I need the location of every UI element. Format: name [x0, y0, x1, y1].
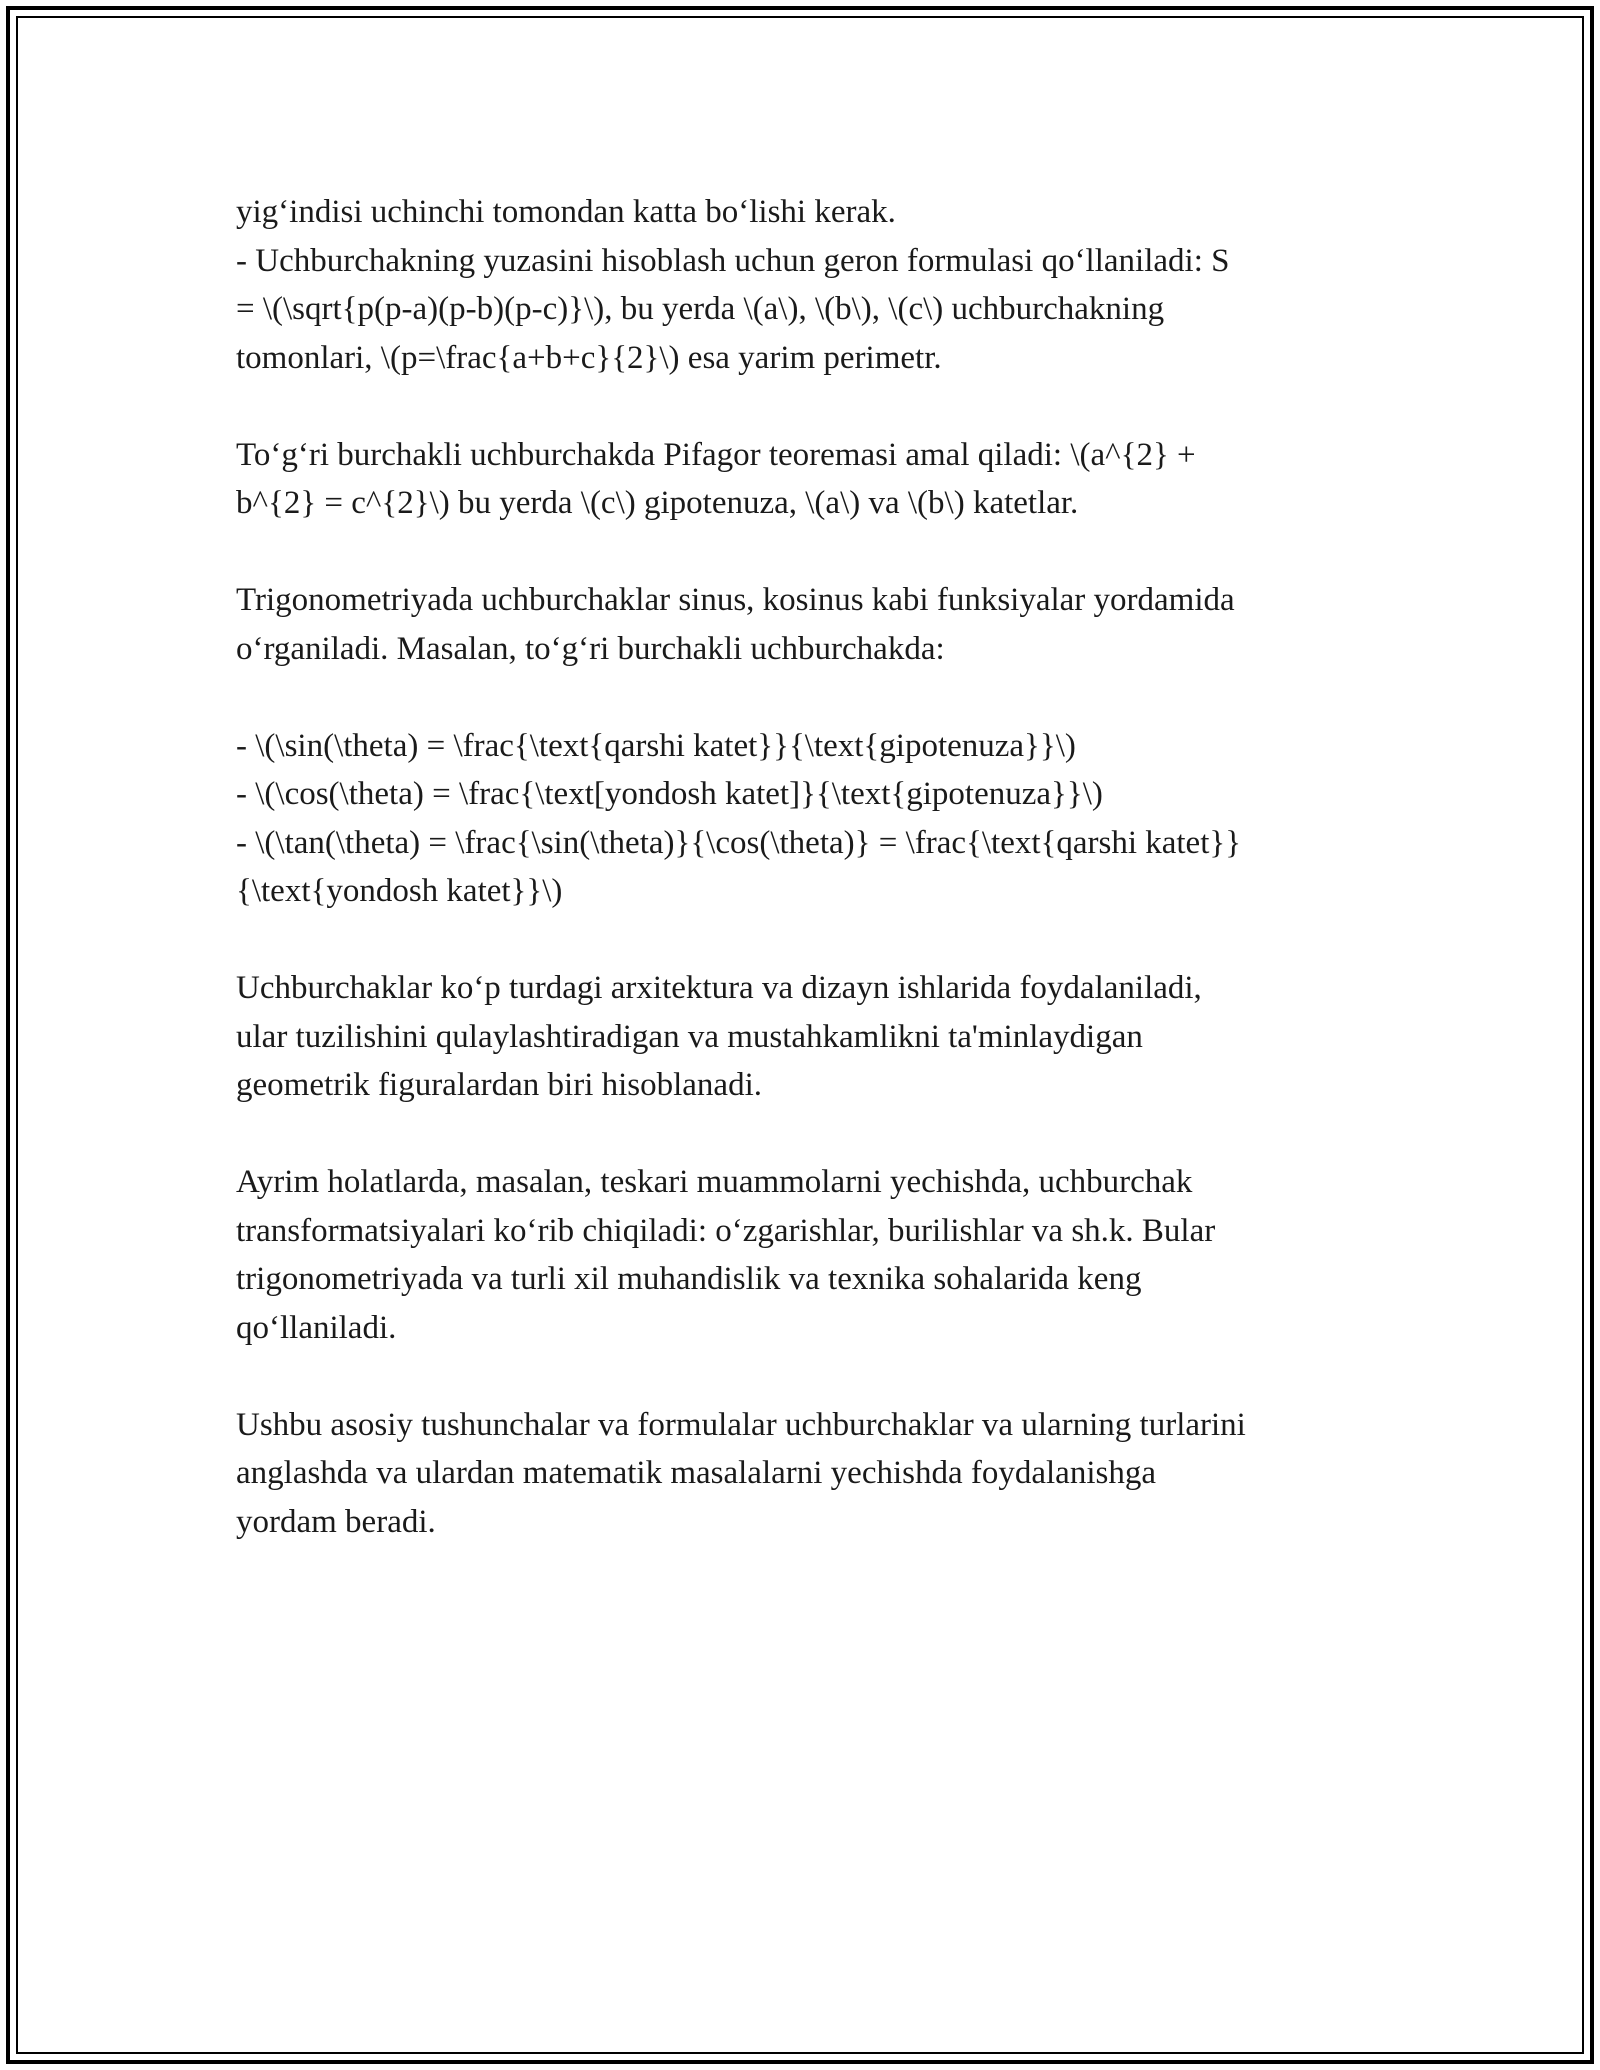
paragraph-triangle-inequality-heron: [236, 188, 1366, 382]
text-line: ular tuzilishini qulaylashtiradigan va mustahkamlikni ta'minlaydigan: [236, 1018, 1143, 1055]
text-line: = \(\sqrt{p(p-a)(p-b)(p-c)}\), bu yerda \(a\), \(b\), \(c\) uchburchakning: [236, 291, 1165, 327]
paragraph-pythagoras: [236, 431, 1366, 528]
text-line: b^{2} = c^{2}\) bu yerda \(c\) gipotenuza, \(a\) va \(b\) katetlar.: [236, 485, 1079, 521]
text-line: To‘g‘ri burchakli uchburchakda Pifagor teoremasi amal qiladi: \(a^{2} +: [236, 436, 1196, 473]
text-line: Ushbu asosiy tushunchalar va formulalar uchburchaklar va ularning turlarini: [236, 1406, 1246, 1443]
text-line: yig‘indisi uchinchi tomondan katta bo‘lishi kerak.: [236, 194, 896, 230]
text-line: - Uchburchakning yuzasini hisoblash uchun geron formulasi qo‘llaniladi: S: [236, 242, 1230, 279]
document-body: [236, 188, 1366, 1546]
text-line: Trigonometriyada uchburchaklar sinus, kosinus kabi funksiyalar yordamida: [236, 582, 1235, 618]
text-line: o‘rganiladi. Masalan, to‘g‘ri burchakli uchburchakda:: [236, 630, 945, 667]
formula-sin: - \(\sin(\theta) = \frac{\text{qarshi katet}}{\text{gipotenuza}}\): [236, 727, 1076, 764]
formula-cos: - \(\cos(\theta) = \frac{\text[yondosh katet]}{\text{gipotenuza}}\): [236, 776, 1103, 812]
text-line: anglashda va ulardan matematik masalalarni yechishda foydalanishga: [236, 1455, 1156, 1491]
paragraph-trigonometry-intro: [236, 576, 1366, 673]
text-line: Uchburchaklar ko‘p turdagi arxitektura va dizayn ishlarida foydalaniladi,: [236, 970, 1202, 1006]
text-line: geometrik figuralardan biri hisoblanadi.: [236, 1067, 763, 1103]
paragraph-conclusion: [236, 1401, 1366, 1547]
formula-tan-continued: {\text{yondosh katet}}\): [236, 873, 563, 909]
text-line: Ayrim holatlarda, masalan, teskari muammolarni yechishda, uchburchak: [236, 1164, 1193, 1200]
paragraph-trig-formulas: [236, 722, 1366, 916]
paragraph-architecture: [236, 964, 1366, 1110]
text-line: trigonometriyada va turli xil muhandislik va texnika sohalarida keng: [236, 1261, 1142, 1297]
text-line: qo‘llaniladi.: [236, 1309, 397, 1346]
text-line: yordam beradi.: [236, 1503, 436, 1540]
text-line: tomonlari, \(p=\frac{a+b+c}{2}\) esa yarim perimetr.: [236, 339, 942, 376]
text-line: transformatsiyalari ko‘rib chiqiladi: o‘zgarishlar, burilishlar va sh.k. Bular: [236, 1212, 1216, 1249]
formula-tan: - \(\tan(\theta) = \frac{\sin(\theta)}{\cos(\theta)} = \frac{\text{qarshi katet}}: [236, 824, 1242, 861]
paragraph-transformations: [236, 1158, 1366, 1352]
